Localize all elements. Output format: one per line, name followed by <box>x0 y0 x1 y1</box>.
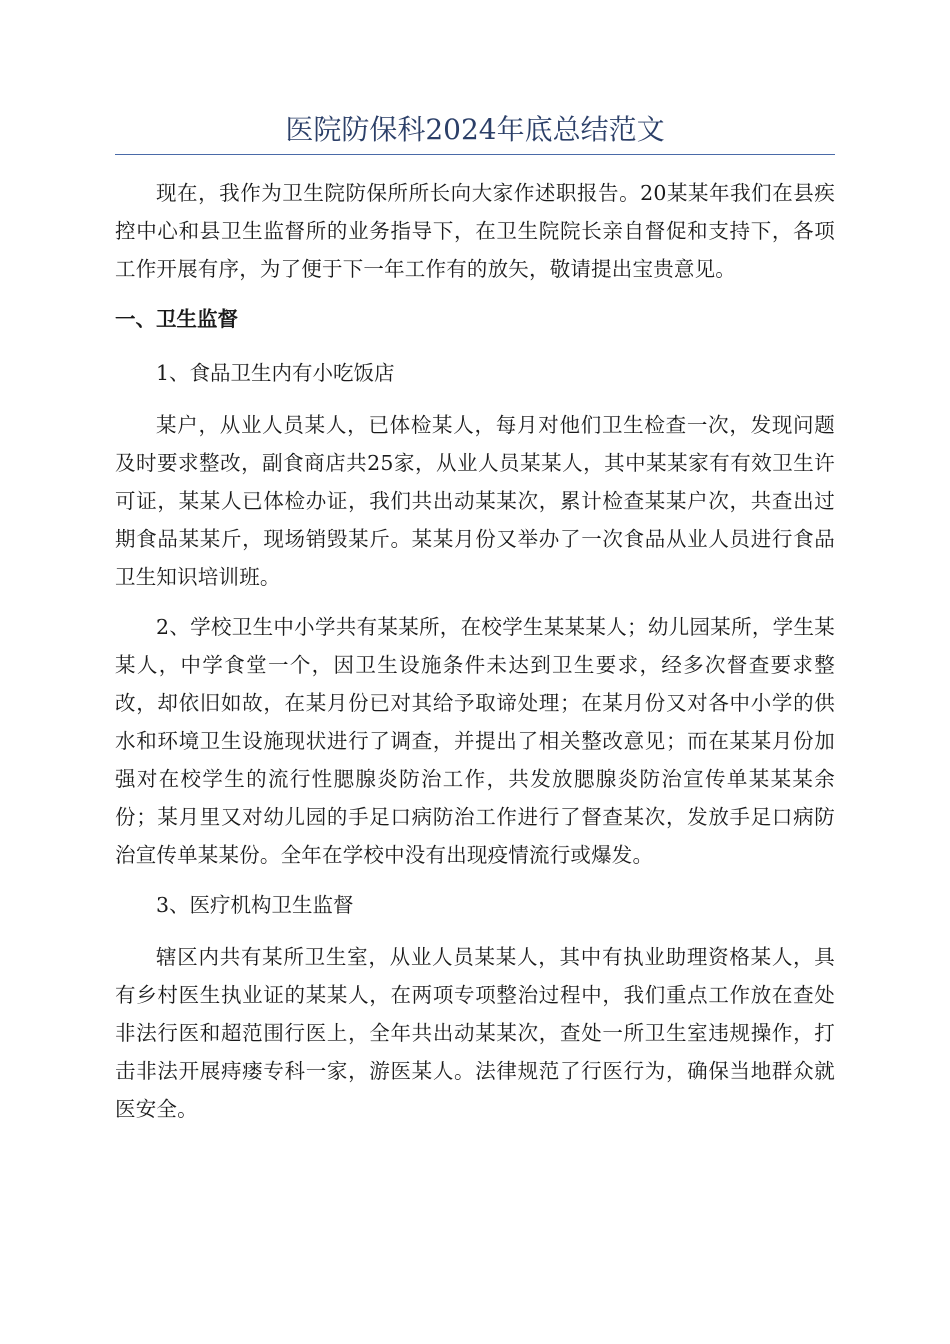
document-title: 医院防保科2024年底总结范文 <box>285 113 665 146</box>
medical-institutions-paragraph: 辖区内共有某所卫生室，从业人员某某人，其中有执业助理资格某人，具有乡村医生执业证的某某人，在两项专项整治过程中，我们重点工作放在查处非法行医和超范围行医上，全年共出动某某次，查处一所卫生室违规操作，打击非法开展痔瘘专科一家，游医某人。法律规范了行医行为，确保当地群众就医安全。 <box>115 945 835 1121</box>
section-heading-health-supervision: 一、卫生监督 <box>115 307 238 331</box>
document-body <box>115 174 835 1140</box>
intro-paragraph: 现在，我作为卫生院防保所所长向大家作述职报告。20某某年我们在县疾控中心和县卫生监督所的业务指导下，在卫生院院长亲自督促和支持下，各项工作开展有序，为了便于下一年工作有的放矢，敬请提出宝贵意见。 <box>115 181 835 281</box>
school-hygiene-paragraph: 2、学校卫生中小学共有某某所，在校学生某某某人；幼儿园某所，学生某某人，中学食堂一个，因卫生设施条件未达到卫生要求，经多次督查要求整改，却依旧如故，在某月份已对其给予取谛处理；在某月份又对各中小学的供水和环境卫生设施现状进行了调查，并提出了相关整改意见；而在某某月份加强对在校学生的流行性腮腺炎防治工作，共发放腮腺炎防治宣传单某某某余份；某月里又对幼儿园的手足口病防治工作进行了督查某次，发放手足口病防治宣传单某某份。全年在学校中没有出现疫情流行或爆发。 <box>115 615 835 867</box>
title-underline <box>115 154 835 155</box>
subsection-title-medical-institutions: 3、医疗机构卫生监督 <box>156 893 354 917</box>
food-hygiene-paragraph: 某户，从业人员某人，已体检某人，每月对他们卫生检查一次，发现问题及时要求整改，副食商店共25家，从业人员某某人，其中某某家有有效卫生许可证，某某人已体检办证，我们共出动某某次，累计检查某某户次，共查出过期食品某某斤，现场销毁某斤。某某月份又举办了一次食品从业人员进行食品卫生知识培训班。 <box>115 413 835 589</box>
subsection-title-food-hygiene: 1、食品卫生内有小吃饭店 <box>156 361 395 385</box>
